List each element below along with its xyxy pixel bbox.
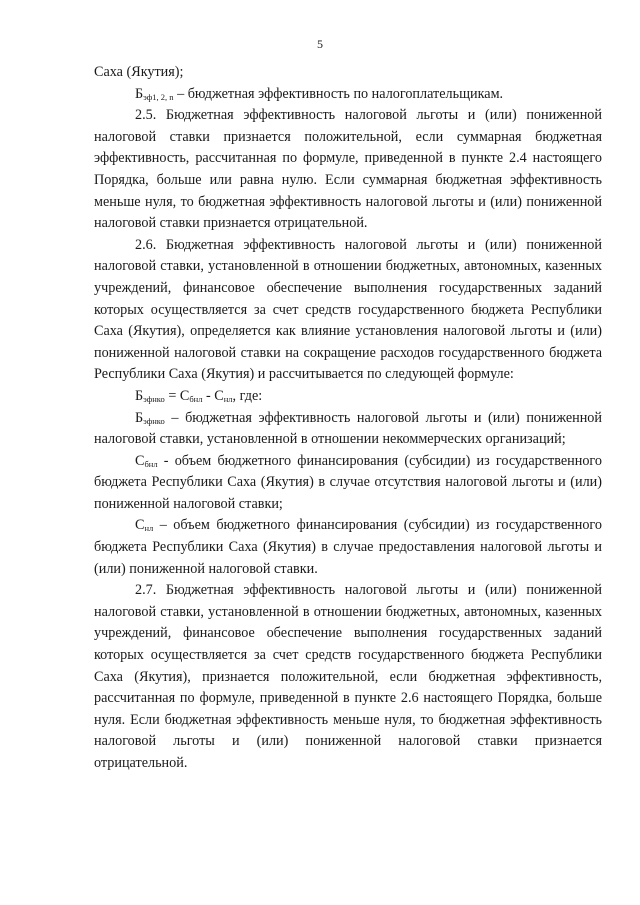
- symbol-letter: С: [135, 517, 145, 534]
- definition-text: - объем бюджетного финансирования (субсидии) из государственного бюджета Республики Саха (Якутия) в случае отсутствия налоговой льготы и (или) пониженной налоговой ставки;: [94, 452, 602, 512]
- page-number: 5: [317, 37, 323, 51]
- symbol-subscript: нл: [144, 523, 154, 534]
- symbol-subscript: эф1, 2, n: [143, 91, 174, 102]
- paragraph-2-7: 2.7. Бюджетная эффективность налоговой льготы и (или) пониженной налоговой ставки, установленной в отношении бюджетных, автономных, казенных учреждений, финансовое обеспечение выполнения государственных заданий которых осуществляется за счет средств государственного бюджета Республики Саха (Якутия), признается положительной, если бюджетная эффективность, рассчитанная по формуле, приведенной в пункте 2.6 настоящего Порядка, больше нуля. Если бюджетная эффективность меньше нуля, то бюджетная эффективность налоговой льготы и (или) пониженной налоговой ставки признается отрицательной.: [94, 582, 602, 771]
- formula-subscript: бнл: [189, 393, 203, 404]
- definition-text: – бюджетная эффективность налоговой льготы и (или) пониженной налоговой ставки, установленной в отношении некоммерческих организаций;: [94, 409, 602, 448]
- definition-cnl: [94, 515, 602, 580]
- formula-part: - С: [202, 387, 224, 404]
- symbol-letter: С: [135, 452, 145, 469]
- definition-text: – бюджетная эффективность по налогоплательщикам.: [173, 85, 504, 102]
- formula-line: [94, 386, 602, 408]
- formula-part: = С: [164, 387, 190, 404]
- paragraph-continuation: Саха (Якутия);: [94, 64, 184, 80]
- paragraph-2-5: 2.5. Бюджетная эффективность налоговой льготы и (или) пониженной налоговой ставки признается положительной, если суммарная бюджетная эффективность, рассчитанная по формуле, приведенной в пункте 2.4 настоящего Порядка, больше или равна нулю. Если суммарная бюджетная эффективность меньше нуля, то бюджетная эффективность налоговой льготы и (или) пониженной налоговой ставки признается отрицательной.: [94, 107, 602, 232]
- paragraph-beff-definition: [94, 84, 602, 106]
- symbol-letter: Б: [135, 85, 144, 102]
- paragraph-2-6: 2.6. Бюджетная эффективность налоговой льготы и (или) пониженной налоговой ставки, установленной в отношении бюджетных, автономных, казенных учреждений, финансовое обеспечение выполнения государственных заданий которых осуществляется за счет средств государственного бюджета Республики Саха (Якутия), определяется как влияние установления налоговой льготы и (или) пониженной налоговой ставки на сокращение расходов государственного бюджета Республики Саха (Якутия) и рассчитывается по следующей формуле:: [94, 236, 602, 383]
- formula-subscript: нл: [223, 393, 233, 404]
- definition-beffnko: [94, 408, 602, 451]
- definition-text: – объем бюджетного финансирования (субсидии) из государственного бюджета Республики Саха (Якутия) в случае предоставления налоговой льготы и (или) пониженной налоговой ставки.: [94, 517, 602, 577]
- symbol-subscript: эфнко: [143, 415, 165, 426]
- symbol-letter: Б: [135, 409, 144, 426]
- formula-subscript: эфнко: [143, 393, 165, 404]
- definition-cbnl: [94, 451, 602, 516]
- formula-part: Б: [135, 387, 144, 404]
- symbol-subscript: бнл: [144, 458, 158, 469]
- formula-part: , где:: [232, 387, 263, 404]
- document-body: [94, 62, 602, 775]
